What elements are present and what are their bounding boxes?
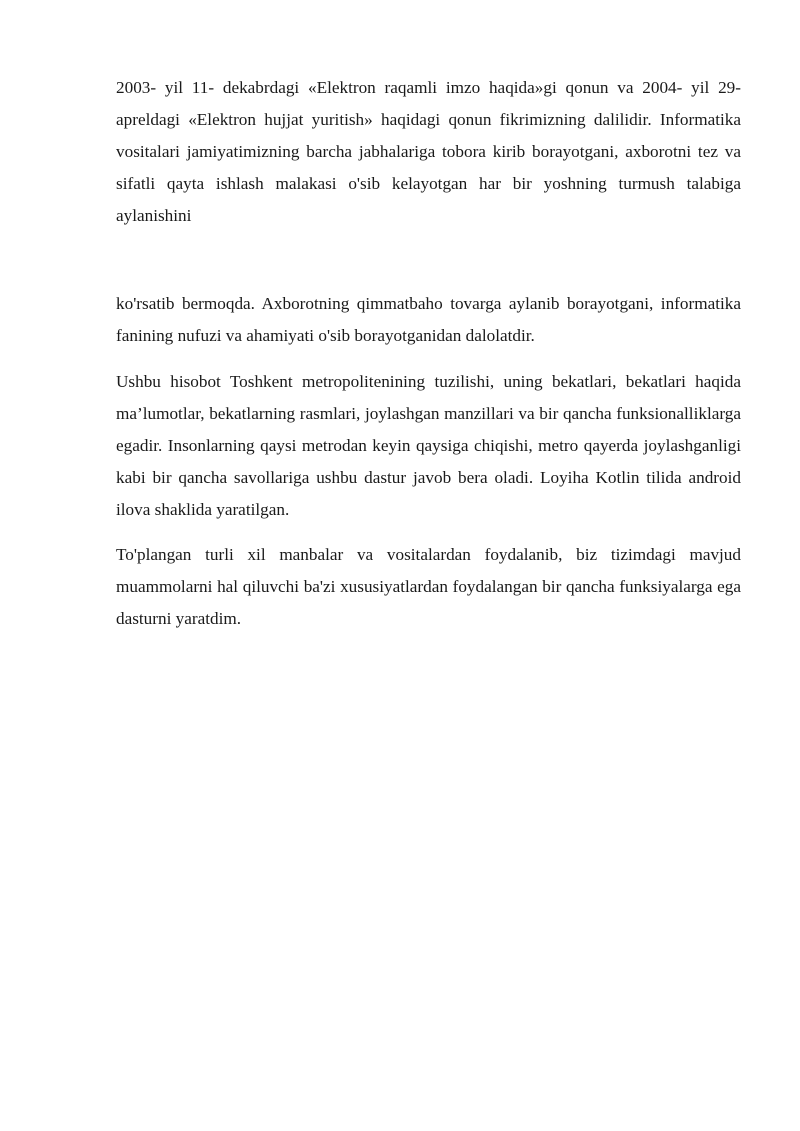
body-paragraph-4: To'plangan turli xil manbalar va vositalardan foydalanib, biz tizimdagi mavjud muammolarni hal qiluvchi ba'zi xususiyatlardan foydalangan bir qancha funksiyalarga ega dasturni yaratdim.: [116, 545, 741, 628]
body-paragraph-1: 2003- yil 11- dekabrdagi «Elektron raqamli imzo haqida»gi qonun va 2004- yil 29- apreldagi «Elektron hujjat yuritish» haqidagi qonun fikrimizning dalilidir. Informatika vositalari jamiyatimizning barcha jabhalariga tobora kirib borayotgani, axborotni tez va sifatli qayta ishlash malakasi o'sib kelayotgan har bir yoshning turmush talabiga aylanishini: [116, 78, 741, 225]
body-paragraph-2: ko'rsatib bermoqda. Axborotning qimmatbaho tovarga aylanib borayotgani, informatika fanining nufuzi va ahamiyati o'sib borayotganidan dalolatdir.: [116, 294, 741, 345]
body-paragraph-3: Ushbu hisobot Toshkent metropolitenining tuzilishi, uning bekatlari, bekatlari haqida ma’lumotlar, bekatlarning rasmlari, joylashgan manzillari va bir qancha funksionalliklarga egadir. Insonlarning qaysi metrodan keyin qaysiga chiqishi, metro qayerda joylashganligi kabi bir qancha savollariga ushbu dastur javob bera oladi. Loyiha Kotlin tilida android ilova shaklida yaratilgan.: [116, 372, 741, 519]
